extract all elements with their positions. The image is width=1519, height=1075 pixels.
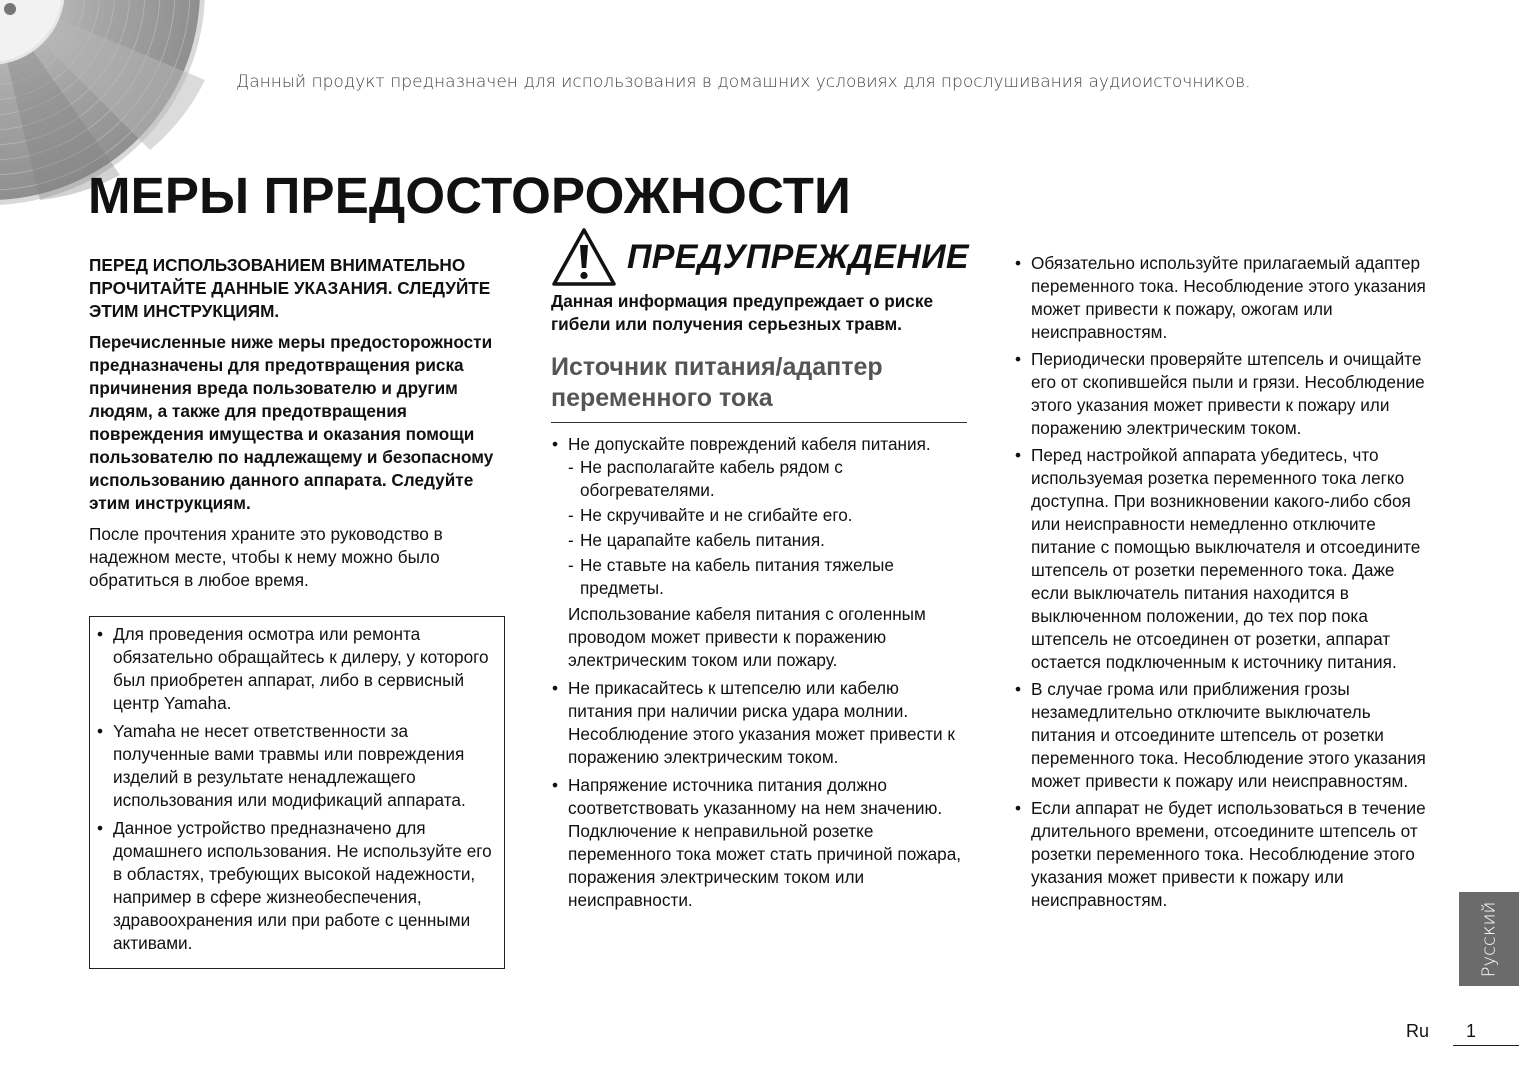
- power-list-continued: [1014, 252, 1432, 912]
- column-left: [89, 252, 505, 969]
- column-middle: [551, 237, 969, 917]
- lead-bold-paragraph: Перечисленные ниже меры предосторожности предназначены для предотвращения риска причинения вреда пользователю и другим людям, а также для предотвращения повреждения имущества и оказания помощи пользователю по надлежащему и безопасному использованию данного аппарата. Следуйте этим инструкциям.: [89, 332, 494, 513]
- lead-normal-paragraph: После прочтения храните это руководство в надежном месте, чтобы к нему можно было обратиться в любое время.: [89, 524, 443, 590]
- list-item: • Перед настройкой аппарата убедитесь, что используемая розетка переменного тока легко доступна. При возникновении какого-либо сбоя или неисправности немедленно отключите питание с помощью выключателя и отсоедините штепсель от розетки переменного тока. Даже если выключатель питания находится в выключенном положении, до тех пор пока штепсель не отсоединен от розетки, аппарат остается подключенным к источнику питания.: [1014, 444, 1432, 674]
- list-item: • В случае грома или приближения грозы незамедлительно отключите выключатель питания и отсоедините штепсель от розетки переменного тока. Несоблюдение этого указания может привести к пожару или неисправностям.: [1014, 678, 1432, 793]
- lead-caps-paragraph: ПЕРЕД ИСПОЛЬЗОВАНИЕМ ВНИМАТЕЛЬНО ПРОЧИТАЙТЕ ДАННЫЕ УКАЗАНИЯ. СЛЕДУЙТЕ ЭТИМ ИНСТРУКЦИЯМ.: [89, 255, 491, 321]
- warning-triangle-icon: [551, 227, 617, 287]
- footer-language-code: Ru: [1406, 1021, 1430, 1041]
- list-item: • Напряжение источника питания должно соответствовать указанному на нем значению. Подключение к неправильной розетке переменного тока может стать причиной пожара, поражения электрическим током или неисправности.: [551, 774, 967, 912]
- sub-list-item: - Не располагайте кабель рядом с обогревателями.: [568, 456, 967, 502]
- footer-rule: [1453, 1045, 1519, 1046]
- list-item: • Периодически проверяйте штепсель и очищайте его от скопившейся пыли и грязи. Несоблюдение этого указания может привести к пожару или поражению электрическим током.: [1014, 348, 1432, 440]
- section-heading: Источник питания/адаптер переменного тока: [551, 352, 967, 423]
- language-tab-label: Русский: [1478, 901, 1500, 977]
- list-item: • Обязательно используйте прилагаемый адаптер переменного тока. Несоблюдение этого указания может привести к пожару, ожогам или неисправностям.: [1014, 252, 1432, 344]
- notice-list: [96, 623, 494, 955]
- warning-header: [551, 226, 967, 288]
- sub-list-item: - Не царапайте кабель питания.: [568, 529, 967, 552]
- list-item: • Не прикасайтесь к штепселю или кабелю питания при наличии риска удара молнии. Несоблюдение этого указания может привести к поражению электрическим током.: [551, 677, 967, 769]
- list-item: • Если аппарат не будет использоваться в течение длительного времени, отсоедините штепсель от розетки переменного тока. Несоблюдение этого указания может привести к пожару или неисправностям.: [1014, 797, 1432, 912]
- list-item-note: Использование кабеля питания с оголенным проводом может привести к поражению электрическим током или пожару.: [568, 604, 926, 670]
- power-list: [551, 433, 967, 912]
- list-item: • Данное устройство предназначено для домашнего использования. Не используйте его в областях, требующих высокой надежности, например в сфере жизнеобеспечения, здравоохранения или при работе с ценными активами.: [96, 817, 494, 955]
- notice-box: [89, 616, 505, 969]
- sub-list-item: - Не ставьте на кабель питания тяжелые предметы.: [568, 554, 967, 600]
- page-title: МЕРЫ ПРЕДОСТОРОЖНОСТИ: [88, 167, 851, 224]
- page-number: 1: [1466, 1021, 1477, 1041]
- sub-list: [568, 456, 967, 600]
- warning-text: Данная информация предупреждает о риске гибели или получения серьезных травм.: [551, 291, 934, 334]
- column-right: [1014, 252, 1432, 916]
- list-item: • Для проведения осмотра или ремонта обязательно обращайтесь к дилеру, у которого был приобретен аппарат, либо в сервисный центр Yamaha.: [96, 623, 494, 715]
- list-item: [551, 433, 967, 672]
- sub-list-item: - Не скручивайте и не сгибайте его.: [568, 504, 967, 527]
- list-item-text: Не допускайте повреждений кабеля питания.: [568, 434, 931, 454]
- warning-title: ПРЕДУПРЕЖДЕНИЕ: [627, 237, 969, 276]
- language-tab: [1459, 892, 1519, 986]
- list-item: • Yamaha не несет ответственности за полученные вами травмы или повреждения изделий в результате ненадлежащего использования или модификаций аппарата.: [96, 720, 494, 812]
- intro-text: Данный продукт предназначен для использования в домашних условиях для прослушивания аудиоисточников.: [236, 72, 1251, 92]
